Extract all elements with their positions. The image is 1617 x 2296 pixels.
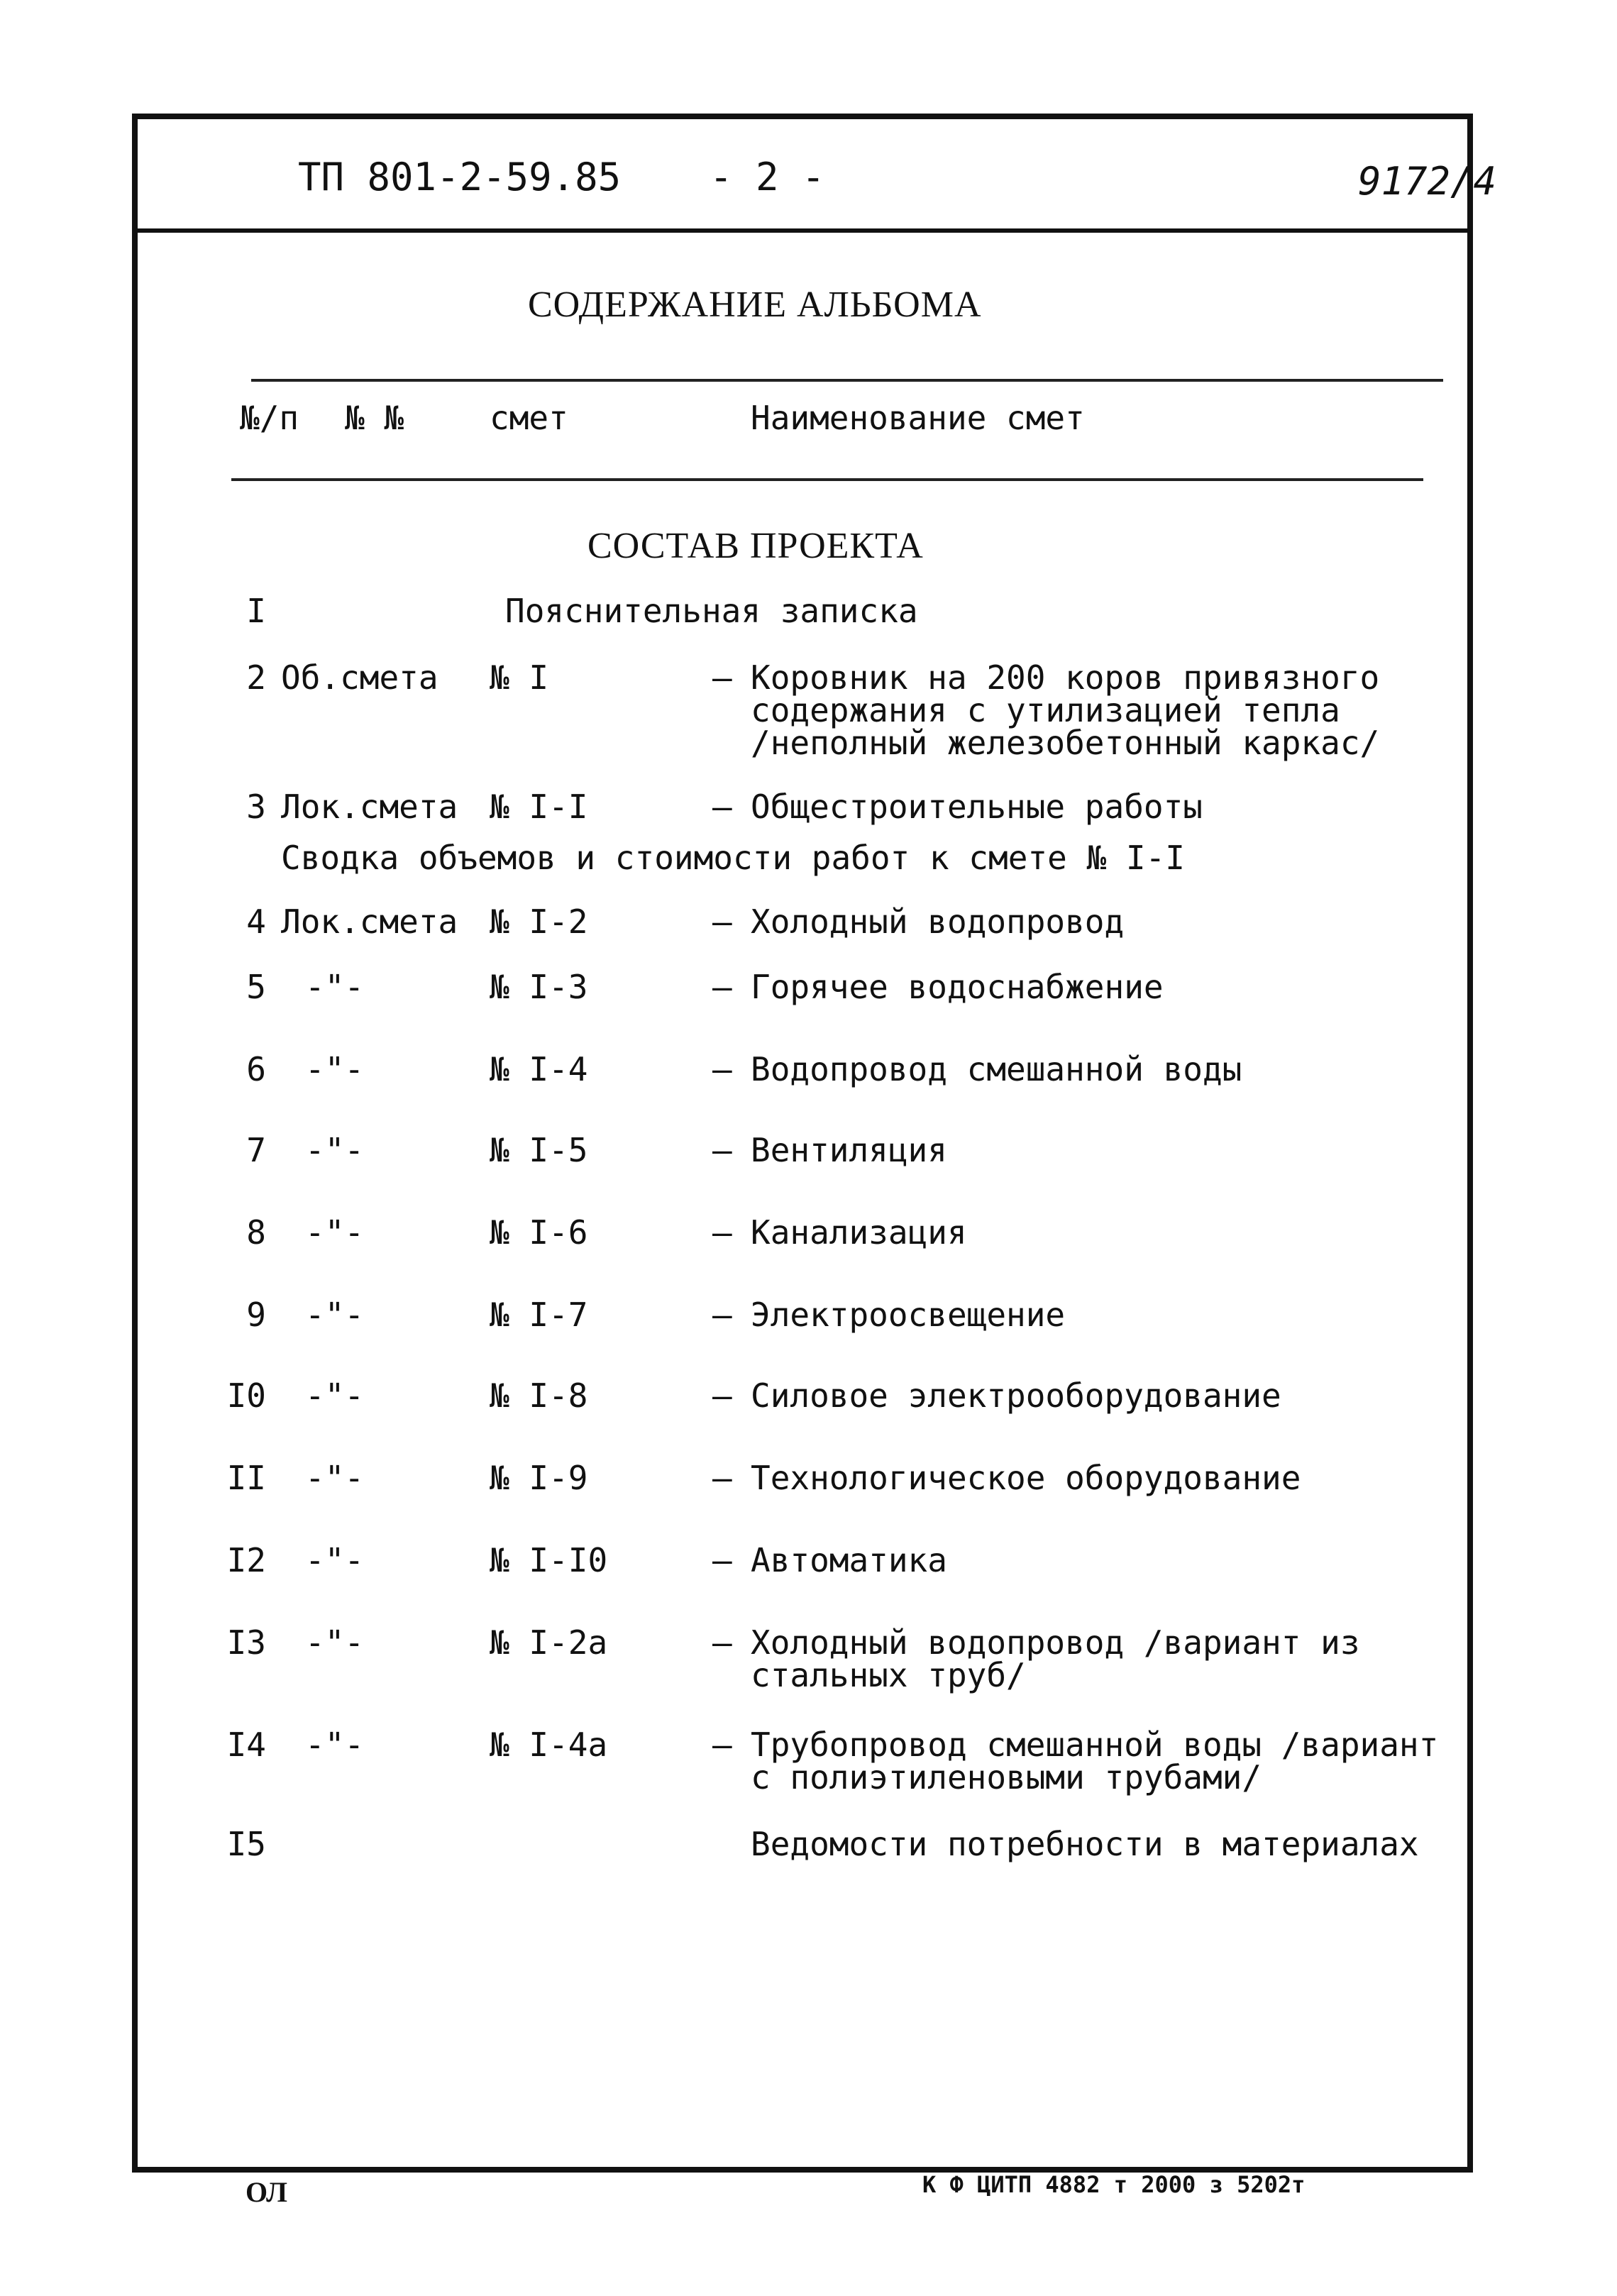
row-dash: – — [712, 1296, 732, 1334]
row-number: I5 — [226, 1825, 266, 1863]
row-number: II — [226, 1459, 266, 1497]
row-dash: – — [712, 903, 732, 941]
row-code: № I-I0 — [490, 1541, 608, 1579]
row-code: № I-7 — [490, 1296, 588, 1334]
row-code: № I-8 — [490, 1376, 588, 1415]
row-code: № I-4 — [490, 1050, 588, 1088]
row-code: № I-2 — [490, 903, 588, 941]
print-stamp: К Ф ЦИТП 4882 т 2000 з 5202т — [922, 2171, 1306, 2198]
column-header-name: Наименование смет — [751, 399, 1085, 437]
row-type: -"- — [305, 1050, 365, 1088]
row-code: № I-9 — [490, 1459, 588, 1497]
column-header-estimates: смет — [490, 399, 568, 437]
row-type: -"- — [305, 1296, 365, 1334]
row-name: Коровник на 200 коров привязного содержания с утилизацией тепла /неполный железобетонный каркас/ — [751, 658, 1380, 762]
row-name: Силовое электрооборудование — [751, 1376, 1281, 1415]
row-number: I3 — [226, 1623, 266, 1662]
row-type: -"- — [305, 1541, 365, 1579]
row-dash: – — [712, 788, 732, 826]
row-name: Холодный водопровод — [751, 903, 1125, 941]
row-name: Технологическое оборудование — [751, 1459, 1301, 1497]
row-type: Лок.смета — [281, 788, 458, 826]
row-dash: – — [712, 1050, 732, 1088]
row-code: № I-4а — [490, 1726, 608, 1764]
row-number: 9 — [246, 1296, 266, 1334]
row-name: Общестроительные работы — [751, 788, 1203, 826]
row-type: -"- — [305, 1726, 365, 1764]
table-header-rule — [231, 478, 1423, 481]
row-dash: – — [712, 658, 732, 697]
row-type: -"- — [305, 1623, 365, 1662]
row-number: 7 — [246, 1131, 266, 1169]
row-number: 3 — [246, 788, 266, 826]
row-code: № I-I — [490, 788, 588, 826]
row-number: I — [246, 592, 266, 630]
row-dash: – — [712, 1213, 732, 1252]
column-header-nn: № № — [345, 399, 404, 437]
row-number: 4 — [246, 903, 266, 941]
row-number: I0 — [226, 1376, 266, 1415]
page-number: - 2 - — [710, 155, 825, 199]
row-number: 6 — [246, 1050, 266, 1088]
row-name: Вентиляция — [751, 1131, 947, 1169]
row-dash: – — [712, 1541, 732, 1579]
row-name: Холодный водопровод /вариант из стальных труб/ — [751, 1623, 1360, 1694]
row-code: № I-5 — [490, 1131, 588, 1169]
row-number: I2 — [226, 1541, 266, 1579]
row-type: Лок.смета — [281, 903, 458, 941]
row-name: Пояснительная записка — [505, 592, 918, 630]
row-code: № I-6 — [490, 1213, 588, 1252]
row-dash: – — [712, 1459, 732, 1497]
row-name: Ведомости потребности в материалах — [751, 1825, 1419, 1863]
row-number: I4 — [226, 1726, 266, 1764]
row-type: -"- — [305, 1213, 365, 1252]
row-type: -"- — [305, 1376, 365, 1415]
album-title: СОДЕРЖАНИЕ АЛЬБОМА — [528, 285, 982, 325]
row-number: 5 — [246, 968, 266, 1006]
document-code: ТП 801-2-59.85 — [298, 155, 622, 199]
row-dash: – — [712, 1623, 732, 1662]
row-name: Электроосвещение — [751, 1296, 1066, 1334]
summary-note: Сводка объемов и стоимости работ к смете № I-I — [281, 839, 1185, 877]
row-dash: – — [712, 1376, 732, 1415]
table-top-rule — [251, 379, 1443, 382]
row-name: Горячее водоснабжение — [751, 968, 1164, 1006]
row-name: Канализация — [751, 1213, 967, 1252]
row-type: -"- — [305, 968, 365, 1006]
row-type: -"- — [305, 1459, 365, 1497]
row-dash: – — [712, 1726, 732, 1764]
row-number: 2 — [246, 658, 266, 697]
row-dash: – — [712, 968, 732, 1006]
header-divider — [132, 228, 1473, 233]
row-code: № I-3 — [490, 968, 588, 1006]
row-name: Водопровод смешанной воды — [751, 1050, 1242, 1088]
row-dash: – — [712, 1131, 732, 1169]
row-name: Трубопровод смешанной воды /вариант с полиэтиленовыми трубами/ — [751, 1726, 1439, 1796]
section-title: СОСТАВ ПРОЕКТА — [587, 526, 924, 566]
row-number: 8 — [246, 1213, 266, 1252]
column-header-number: №/п — [240, 399, 299, 437]
reference-number: 9172/4 — [1358, 159, 1497, 204]
row-type: -"- — [305, 1131, 365, 1169]
row-name: Автоматика — [751, 1541, 947, 1579]
row-type: Об.смета — [281, 658, 438, 697]
row-code: № I-2а — [490, 1623, 608, 1662]
footer-mark: ОЛ — [245, 2176, 287, 2208]
row-code: № I — [490, 658, 549, 697]
